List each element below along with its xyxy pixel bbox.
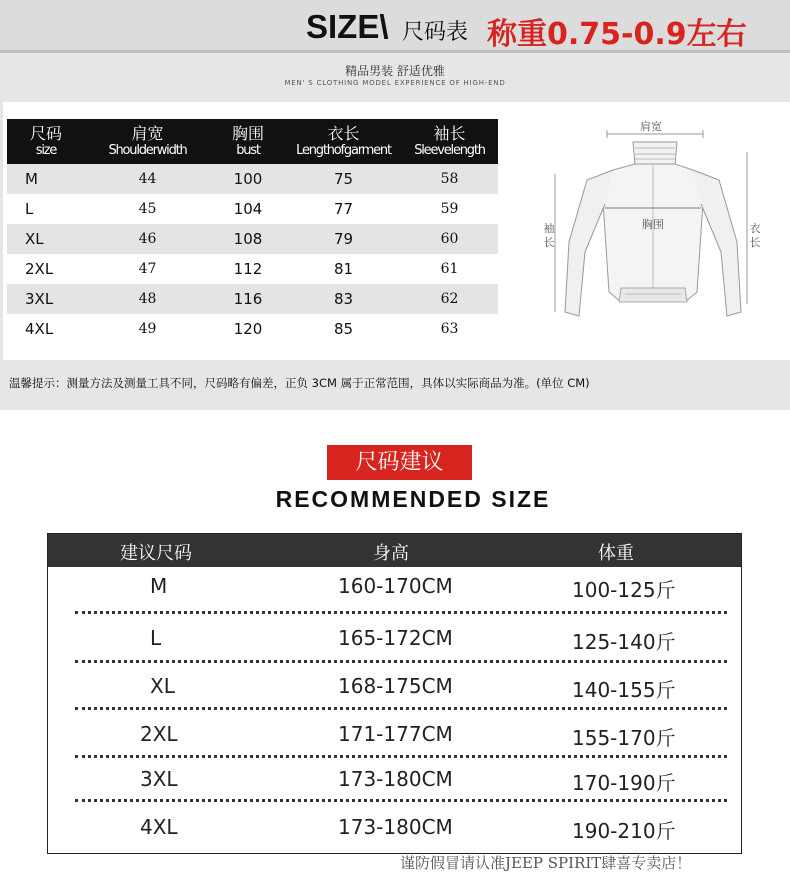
bust-cell: 116	[210, 284, 286, 314]
sleeve-cell: 60	[401, 224, 498, 254]
height-cell: 173-180CM	[338, 767, 453, 791]
authenticity-footer: 谨防假冒请认准JEEP SPIRIT肆喜专卖店！	[400, 854, 692, 872]
weight-note: 称重0.75-0.9左右	[487, 17, 747, 52]
length-label-1: 衣	[749, 222, 761, 235]
table-row	[48, 626, 741, 673]
bust-cell: 112	[210, 254, 286, 284]
shoulder-cell: 45	[85, 194, 210, 224]
length-cell: 81	[286, 254, 401, 284]
header-recommended-size: 建议尺码	[120, 543, 192, 564]
header-bust: 胸围 bust	[210, 119, 286, 164]
header-shoulder: 肩宽 Shoulderwidth	[85, 119, 210, 164]
size-cell: 4XL	[7, 314, 85, 344]
size-table	[7, 119, 498, 344]
recommend-table	[47, 533, 742, 854]
size-cell: M	[7, 164, 85, 194]
bust-cell: 108	[210, 224, 286, 254]
bust-cell: 120	[210, 314, 286, 344]
height-cell: 168-175CM	[338, 674, 453, 698]
table-row	[7, 254, 498, 284]
size-cell: L	[7, 194, 85, 224]
table-row	[7, 224, 498, 254]
table-row	[7, 284, 498, 314]
height-cell: 171-177CM	[338, 722, 453, 746]
row-divider	[75, 611, 727, 614]
row-divider	[75, 799, 727, 802]
shoulder-cell: 49	[85, 314, 210, 344]
recommend-title: RECOMMENDED SIZE	[275, 486, 551, 512]
weight-cell: 190-210斤	[572, 819, 676, 843]
weight-cell: 140-155斤	[572, 678, 676, 702]
size-table-header	[7, 119, 498, 164]
row-divider	[75, 707, 727, 710]
size-chart-heading-cn: 尺码表	[402, 20, 469, 45]
size-cell: 3XL	[140, 767, 178, 791]
header-sleeve: 袖长 Sleevelength	[401, 119, 498, 164]
recommend-header	[48, 534, 741, 567]
header-height: 身高	[373, 543, 409, 564]
length-cell: 85	[286, 314, 401, 344]
subtitle-cn: 精品男装 舒适优雅	[345, 64, 445, 78]
size-cell: 2XL	[7, 254, 85, 284]
row-divider	[75, 755, 727, 758]
length-cell: 75	[286, 164, 401, 194]
length-cell: 79	[286, 224, 401, 254]
size-cell: L	[150, 626, 162, 650]
weight-cell: 125-140斤	[572, 630, 676, 654]
sleeve-cell: 62	[401, 284, 498, 314]
bust-cell: 104	[210, 194, 286, 224]
sleeve-label-2: 长	[543, 236, 555, 249]
size-cell: M	[150, 574, 168, 598]
bust-cell: 100	[210, 164, 286, 194]
row-divider	[75, 660, 727, 663]
height-cell: 165-172CM	[338, 626, 453, 650]
length-label-2: 长	[749, 236, 761, 249]
table-row	[7, 194, 498, 224]
table-row	[48, 674, 741, 721]
header-weight: 体重	[598, 543, 634, 564]
size-cell: XL	[7, 224, 85, 254]
weight-cell: 170-190斤	[572, 771, 676, 795]
size-cell: 4XL	[140, 815, 178, 839]
weight-cell: 100-125斤	[572, 578, 676, 602]
subtitle-en: MEN' S CLOTHING MODEL EXPERIENCE OF HIGH-END	[284, 79, 506, 87]
height-cell: 160-170CM	[338, 574, 453, 598]
size-cell: XL	[150, 674, 175, 698]
length-cell: 83	[286, 284, 401, 314]
measurement-note: 温馨提示：测量方法及测量工具不同，尺码略有偏差，正负 3CM 属于正常范围，具体以实际商品为准。(单位 CM)	[9, 376, 590, 390]
length-cell: 77	[286, 194, 401, 224]
table-row	[48, 767, 741, 814]
sweater-diagram-icon	[525, 112, 780, 332]
shoulder-label: 肩宽	[640, 120, 662, 133]
size-cell: 3XL	[7, 284, 85, 314]
height-cell: 173-180CM	[338, 815, 453, 839]
sleeve-label-1: 袖	[543, 222, 555, 235]
sleeve-cell: 58	[401, 164, 498, 194]
table-row	[7, 164, 498, 194]
table-row	[7, 314, 498, 344]
sleeve-cell: 59	[401, 194, 498, 224]
shoulder-cell: 44	[85, 164, 210, 194]
header-size: 尺码 size	[7, 119, 85, 164]
table-row	[48, 722, 741, 769]
weight-cell: 155-170斤	[572, 726, 676, 750]
shoulder-cell: 47	[85, 254, 210, 284]
recommend-badge: 尺码建议	[327, 445, 472, 480]
shoulder-cell: 46	[85, 224, 210, 254]
chest-label: 胸围	[642, 218, 664, 231]
size-cell: 2XL	[140, 722, 178, 746]
header-length: 衣长 Lengthofgarment	[286, 119, 401, 164]
sleeve-cell: 61	[401, 254, 498, 284]
sleeve-cell: 63	[401, 314, 498, 344]
shoulder-cell: 48	[85, 284, 210, 314]
size-heading: SIZE\	[306, 8, 389, 45]
